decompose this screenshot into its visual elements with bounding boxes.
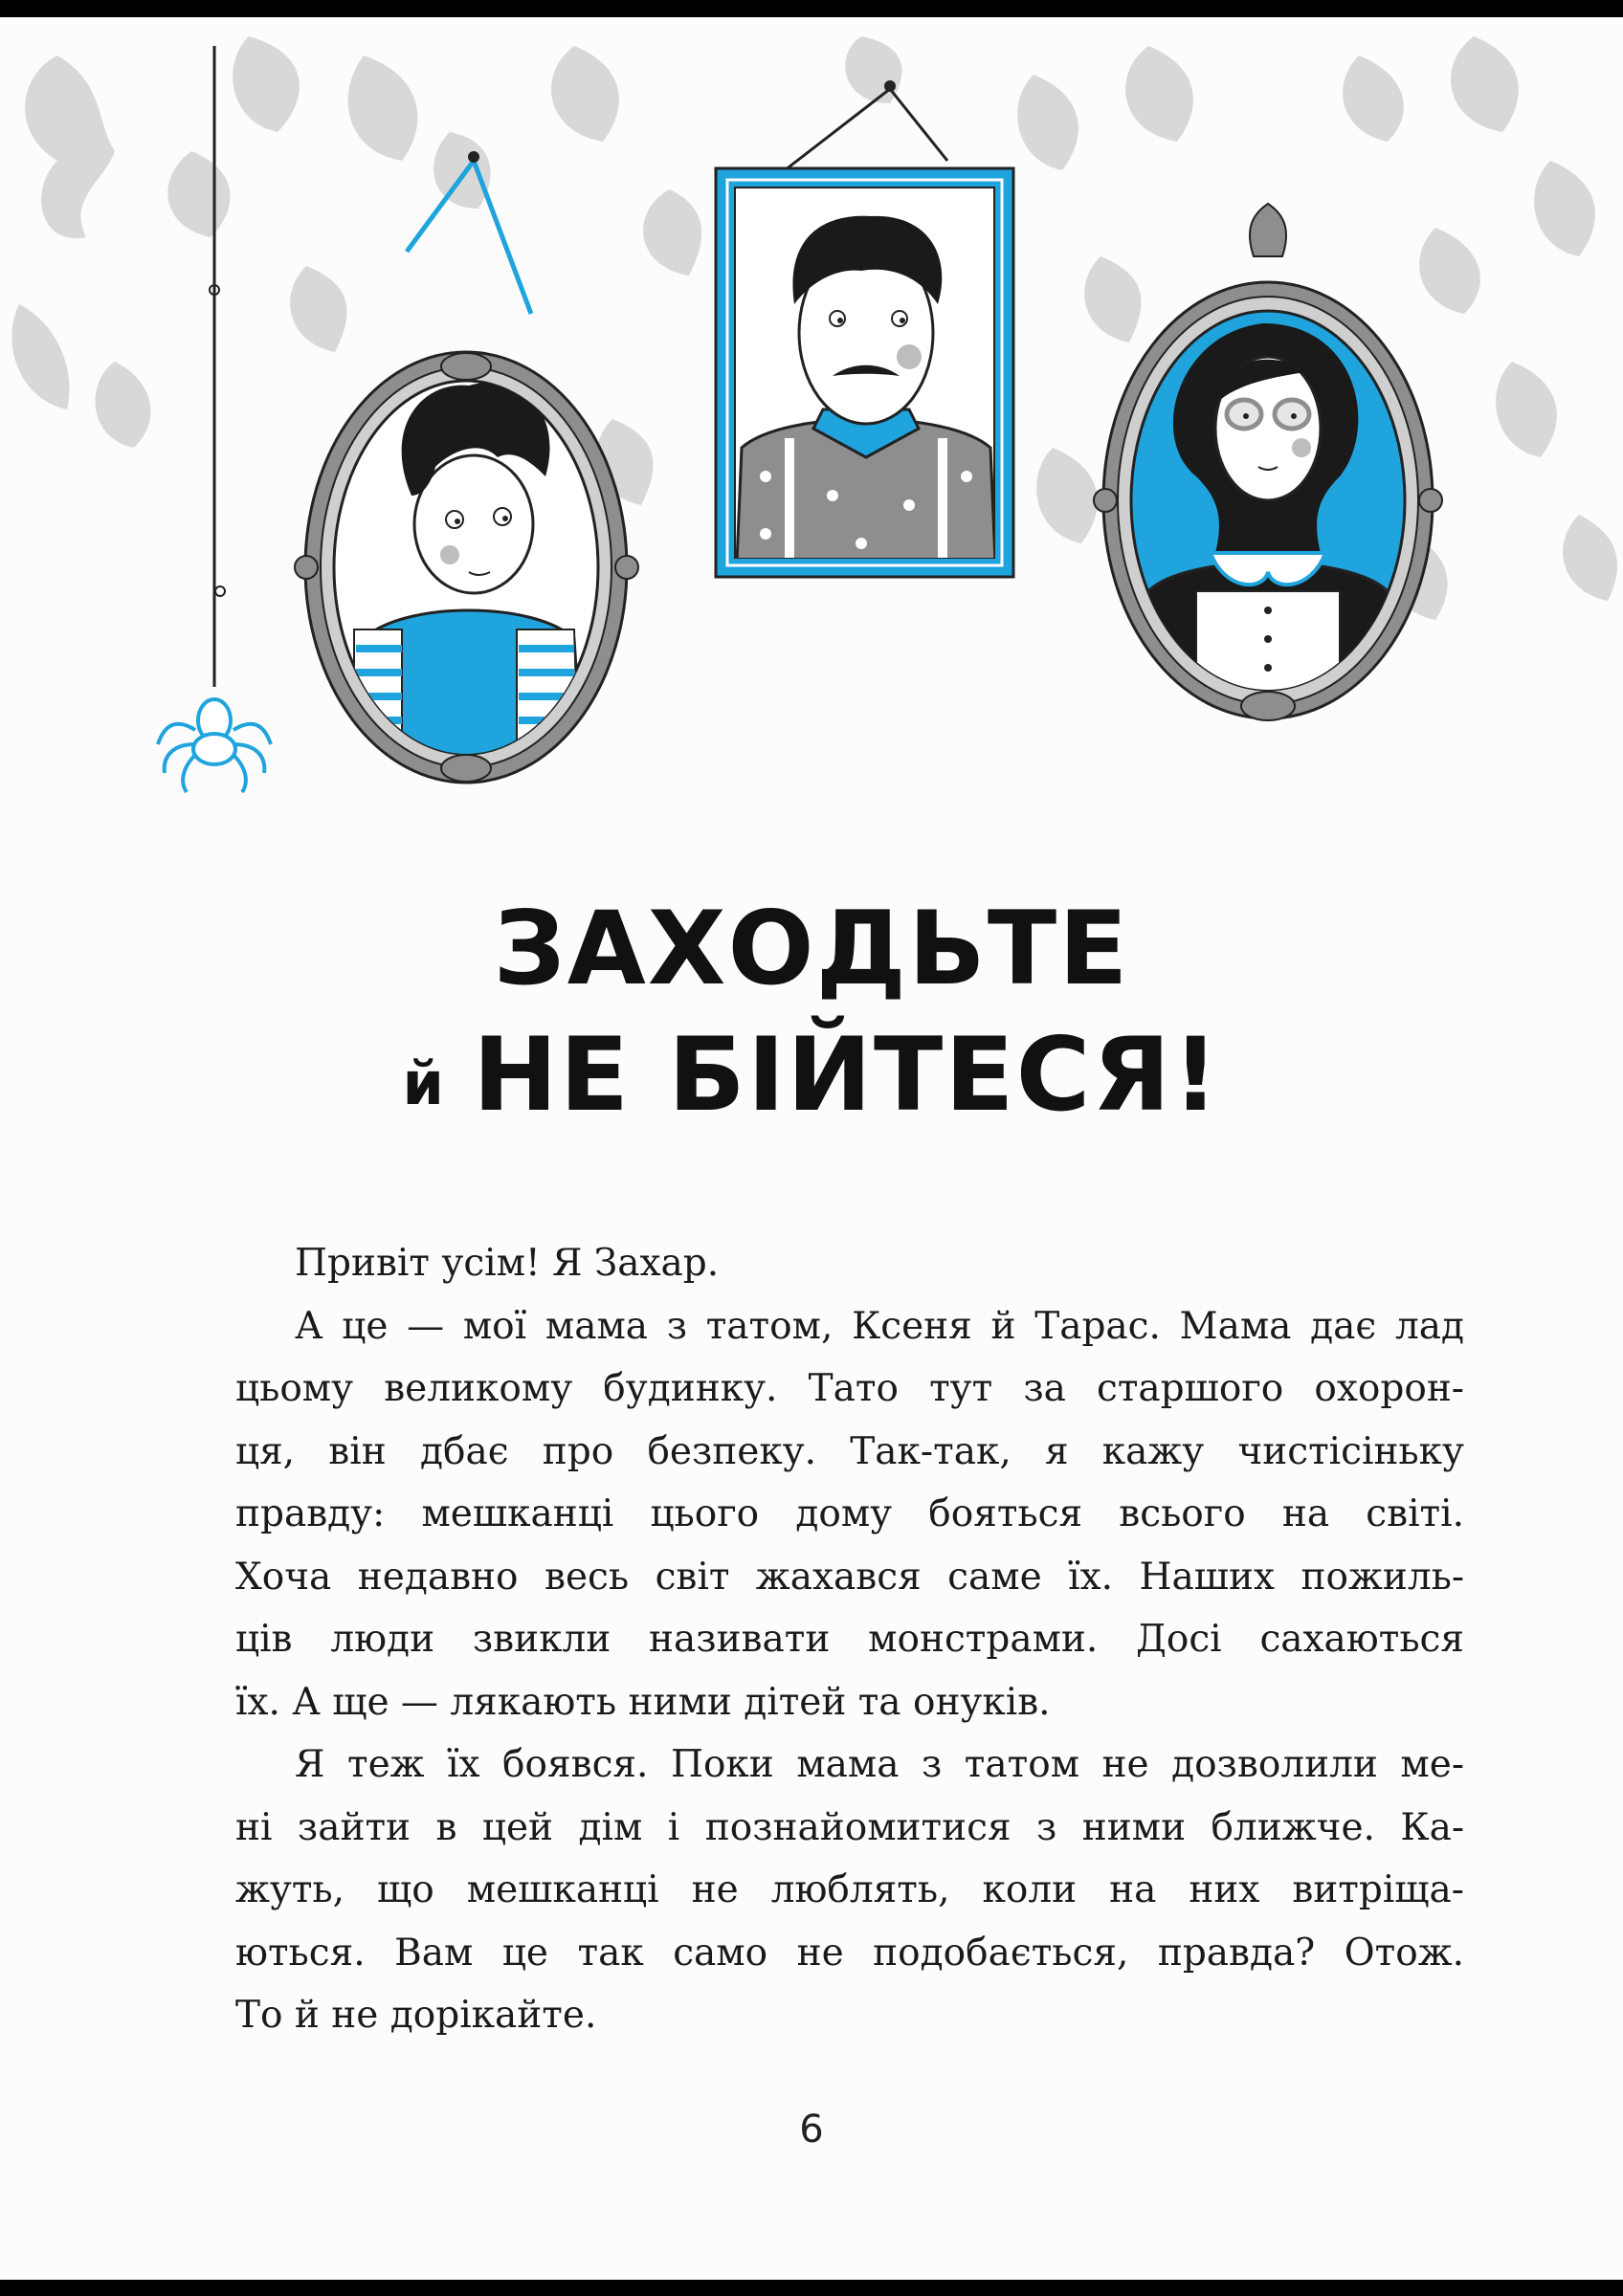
text-line: ються. Вам це так само не подобається, правда? Отож.: [235, 1931, 1464, 1975]
father-portrait: [716, 80, 1013, 577]
text-line: Хоча недавно весь світ жахався саме їх. Наших пожиль-: [235, 1555, 1464, 1599]
text-line: ців люди звикли називати монстрами. Досі сахаються: [235, 1618, 1464, 1661]
top-border: [0, 0, 1623, 17]
text-line: правду: мешканці цього дому бояться всього на світі.: [235, 1492, 1464, 1535]
chapter-title-line-2: [0, 1016, 1623, 1134]
page-number: 6: [799, 2108, 824, 2152]
header-illustration: [0, 17, 1623, 821]
spider-icon: [158, 46, 271, 792]
bottom-border: [0, 2280, 1623, 2296]
body-text: [235, 1232, 1464, 2047]
text-line: Я теж їх боявся. Поки мама з татом не дозволили ме-: [295, 1743, 1464, 1786]
text-line: їх. А ще — лякають ними дітей та онуків.: [235, 1680, 1051, 1724]
boy-portrait: [295, 151, 638, 783]
text-line: То й не дорікайте.: [235, 1994, 597, 2037]
text-line: Привіт усім! Я Захар.: [295, 1242, 720, 1285]
text-line: цьому великому будинку. Тато тут за старшого охорон-: [235, 1367, 1464, 1410]
text-line: ні зайти в цей дім і познайомитися з ними ближче. Ка-: [235, 1805, 1464, 1849]
chapter-title-line-1: ЗАХОДЬТЕ: [493, 890, 1130, 1007]
text-line: А це — мої мама з татом, Ксеня й Тарас. Мама дає лад: [295, 1304, 1464, 1348]
text-line: жуть, що мешканці не люблять, коли на них витріща-: [235, 1868, 1464, 1911]
chapter-title-main: НЕ БІЙТЕСЯ!: [473, 1016, 1221, 1134]
mother-portrait: [1094, 204, 1442, 720]
chapter-title-conjunction: й: [402, 1049, 446, 1118]
text-line: ця, він дбає про безпеку. Так-так, я кажу чистісіньку: [235, 1429, 1464, 1473]
